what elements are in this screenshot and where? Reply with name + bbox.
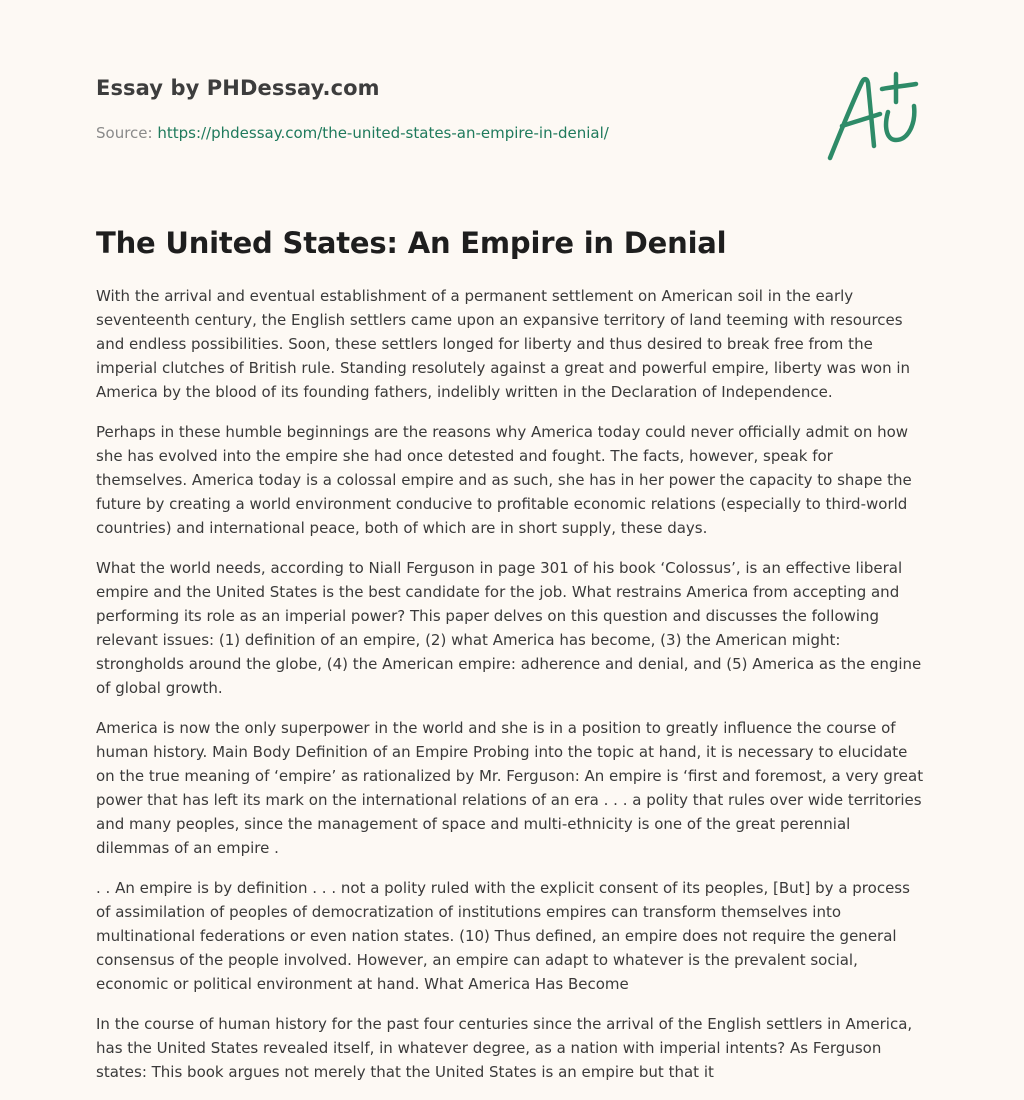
source-line — [96, 124, 609, 142]
essay-body — [96, 284, 928, 1100]
essay-paragraph: . . An empire is by definition . . . not a polity ruled with the explicit consent of its peoples, [But] by a process of assimilation of peoples of democratization of institutions empires can transform themselves into multinational federations or even nation states. (10) Thus defined, an empire does not require the general consensus of the people involved. However, an empire can adapt to whatever is the prevalent social, economic or political environment at hand. What America Has Become — [96, 879, 910, 993]
essay-paragraph: With the arrival and eventual establishment of a permanent settlement on American soil in the early seventeenth century, the English settlers came upon an expansive territory of land teeming with resources and endless possibilities. Soon, these settlers longed for liberty and thus desired to break free from the imperial clutches of British rule. Standing resolutely against a great and powerful empire, liberty was won in America by the blood of its founding fathers, indelibly written in the Declaration of Independence. — [96, 287, 911, 401]
site-brand: Essay by PHDessay.com — [96, 76, 380, 100]
essay-paragraph: What the world needs, according to Niall Ferguson in page 301 of his book ‘Colossus’, is an effective liberal empire and the United States is the best candidate for the job. What restrains America from accepting and performing its role as an imperial power? This paper delves on this question and discusses the following relevant issues: (1) definition of an empire, (2) what America has become, (3) the American might: strongholds around the globe, (4) the American empire: adherence and denial, and (5) America as the engine of global growth. — [96, 559, 922, 697]
source-link[interactable]: https://phdessay.com/the-united-states-an-empire-in-denial/ — [157, 124, 609, 142]
essay-title: The United States: An Empire in Denial — [96, 226, 727, 260]
essay-paragraph: Perhaps in these humble beginnings are the reasons why America today could never officially admit on how she has evolved into the empire she had once detested and fought. The facts, however, speak for themselves. America today is a colossal empire and as such, she has in her power the capacity to shape the future by creating a world environment conducive to profitable economic relations (especially to third-world countries) and international peace, both of which are in short supply, these days. — [96, 423, 912, 537]
a-plus-grade-icon — [824, 68, 924, 164]
essay-paragraph: America is now the only superpower in the world and she is in a position to greatly influence the course of human history. Main Body Definition of an Empire Probing into the topic at hand, it is necessary to elucidate on the true meaning of ‘empire’ as rationalized by Mr. Ferguson: An empire is ‘first and foremost, a very great power that has left its mark on the international relations of an era . . . a polity that rules over wide territories and many peoples, since the management of space and multi-ethnicity is one of the great perennial dilemmas of an empire . — [96, 719, 924, 857]
essay-paragraph: In the course of human history for the past four centuries since the arrival of the English settlers in America, has the United States revealed itself, in whatever degree, as a nation with imperial intents? As Ferguson states: This book argues not merely that the United States is an empire but that it — [96, 1015, 913, 1081]
source-label: Source: — [96, 124, 158, 142]
